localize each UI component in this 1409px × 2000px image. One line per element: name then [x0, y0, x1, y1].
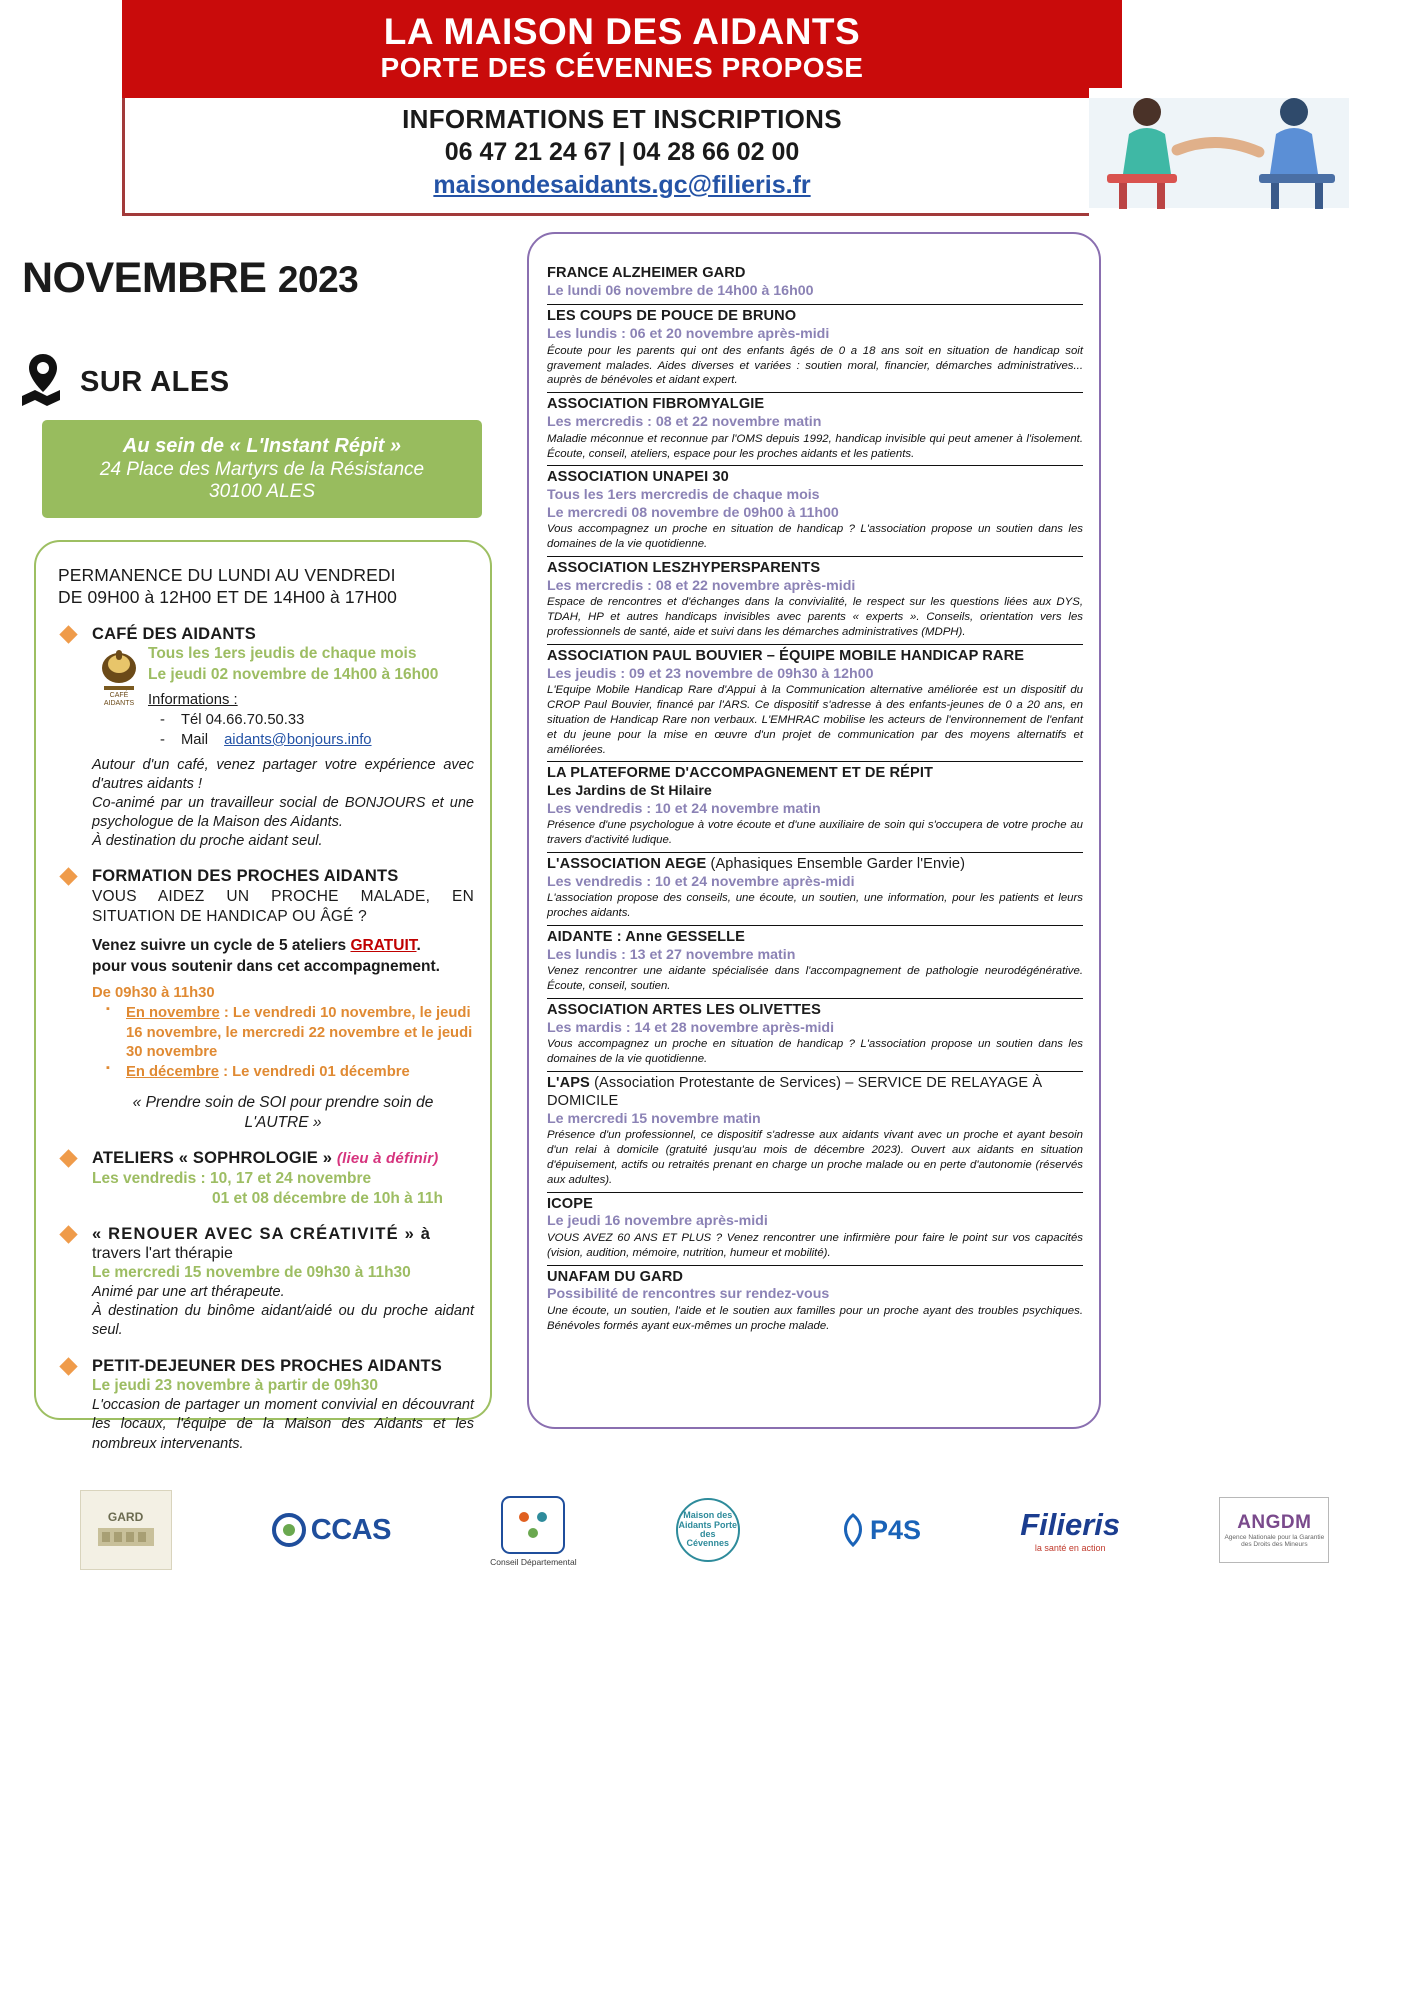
venue-line1: Au sein de « L'Instant Répit » [122, 434, 402, 457]
event-date: Tous les 1ers mercredis de chaque mois [547, 487, 820, 504]
cafe-info-block [92, 691, 474, 751]
event-title: UNAFAM DU GARD [547, 1268, 683, 1285]
cafe-info-label: Informations : [148, 691, 238, 708]
event-item [547, 305, 1083, 393]
angdm-logo-tagline: Agence Nationale pour la Garantie des Droits des Mineurs [1224, 1533, 1325, 1548]
event-title-note: (Aphasiques Ensemble Garder l'Envie) [710, 855, 966, 872]
formation-bullet-december [92, 1063, 474, 1083]
event-description: Maladie méconnue et reconnue par l'OMS depuis 1992, handicap invisible qui peut amener à l'isolement. Écoute, conseil, ateliers, espace pour les proches aidants et les patients. [547, 432, 1083, 460]
org-subtitle: PORTE DES CÉVENNES PROPOSE [380, 52, 864, 84]
p4s-mark-icon [839, 1513, 867, 1547]
cafe-desc-3: À destination du proche aidant seul. [92, 833, 323, 850]
partner-logos-row [0, 1475, 1409, 1585]
cafe-mail-link[interactable]: aidants@bonjours.info [224, 731, 372, 748]
diamond-bullet-icon [59, 868, 77, 886]
petit-dejeuner-date: Le jeudi 23 novembre à partir de 09h30 [92, 1377, 379, 1395]
event-description: Une écoute, un soutien, l'aide et le soutien aux familles pour un proche ayant des troubles psychiques. Bénévoles formés ayant eux-mêmes un proche malade. [547, 1305, 1083, 1332]
cafe-desc-1: Autour d'un café, venez partager votre expérience avec d'autres aidants ! [92, 756, 474, 792]
event-title: FRANCE ALZHEIMER GARD [547, 265, 746, 281]
gard-logo-text: GARD [107, 1510, 144, 1524]
event-date: Les mercredis : 08 et 22 novembre après-midi [547, 577, 856, 594]
month-heading [22, 254, 358, 303]
departement-mark-icon [498, 1493, 568, 1557]
formation-bullet-november-text: : Le vendredi 10 novembre, le jeudi 16 novembre, le mercredi 22 novembre et le jeudi 30 novembre [126, 1004, 473, 1061]
sophrologie-dates-1: Les vendredis : 10, 17 et 24 novembre [92, 1170, 372, 1188]
contact-phones: 06 47 21 24 67 | 04 28 66 02 00 [444, 138, 800, 166]
contact-label: INFORMATIONS ET INSCRIPTIONS [402, 104, 842, 134]
formation-bullet-december-text: : Le vendredi 01 décembre [223, 1064, 410, 1081]
event-date: Le jeudi 16 novembre après-midi [547, 1213, 768, 1230]
permanence-block [58, 564, 474, 609]
event-item [547, 762, 1083, 852]
creativite-desc-1: Animé par une art thérapeute. [92, 1284, 285, 1301]
event-title: LES COUPS DE POUCE DE BRUNO [547, 308, 797, 325]
event-title: ASSOCIATION PAUL BOUVIER – ÉQUIPE MOBILE HANDICAP RARE [547, 647, 1025, 664]
sophrologie-title: ATELIERS « SOPHROLOGIE » [92, 1149, 333, 1168]
formation-quote-line2: L'AUTRE » [244, 1114, 322, 1132]
ccas-logo-text: CCAS [310, 1513, 391, 1546]
event-item [547, 1193, 1083, 1266]
departement-logo [490, 1493, 576, 1567]
angdm-logo [1219, 1497, 1329, 1563]
venue-box [42, 420, 482, 518]
filieris-logo-tagline: la santé en action [1034, 1543, 1106, 1553]
left-program-card [34, 540, 492, 1452]
event-item [547, 557, 1083, 645]
event-description: Espace de rencontres et d'échanges dans la convivialité, le respect sur les questions liées aux DYS, TDAH, HP et autres handicaps invisibles avec parents « experts ». Conseils, orientation vers les professionnels de santé, aide et suivi dans les démarches administratives (MDPH). [547, 596, 1083, 639]
filieris-logo-text: Filieris [1020, 1507, 1121, 1542]
event-date: Possibilité de rencontres sur rendez-vous [547, 1286, 830, 1303]
poster-header [0, 0, 1409, 232]
dash-icon: - [160, 731, 165, 748]
formation-cycle-text: Venez suivre un cycle de 5 ateliers [92, 937, 347, 955]
cafe-date-recurring: Tous les 1ers jeudis de chaque mois [148, 645, 417, 663]
event-date: Les vendredis : 10 et 24 novembre matin [547, 800, 821, 817]
creativite-desc-2: À destination du binôme aidant/aidé ou du proche aidant seul. [92, 1303, 474, 1339]
section-ateliers-sophrologie [58, 1148, 474, 1209]
event-date: Les mardis : 14 et 28 novembre après-midi [547, 1019, 835, 1036]
cafe-mail-label: Mail [180, 731, 209, 748]
event-title: ASSOCIATION LESZHYPERSPARENTS [547, 560, 821, 577]
departement-logo-text: Conseil Départemental [490, 1557, 577, 1567]
event-date: Le lundi 06 novembre de 14h00 à 16h00 [547, 282, 814, 299]
filieris-logo [1020, 1507, 1120, 1553]
diamond-bullet-icon [59, 1357, 77, 1375]
section-title: FORMATION DES PROCHES AIDANTS [92, 867, 399, 886]
event-item [547, 393, 1083, 466]
event-date-secondary: Le mercredi 08 novembre de 09h00 à 11h00 [547, 504, 839, 521]
event-date: Le mercredi 15 novembre matin [547, 1110, 761, 1127]
event-title: ASSOCIATION UNAPEI 30 [547, 469, 729, 486]
event-description: Écoute pour les parents qui ont des enfants âgés de 0 a 18 ans soit en situation de handicap soit gravement malades. Aides diverses et variées : soutien moral, financier, démarches administratives... auprès de bénévoles et aidant expert. [547, 344, 1083, 387]
event-description: L'Equipe Mobile Handicap Rare d'Appui à la Communication alternative améliorée est un dispositif du CROP Paul Bouvier, financé par l'ARS. Ce dispositif s'adresse à des enfants-jeunes de 0 a 20 ans, en situation de Handicap Rare non verbaux. L'EMHRAC mobilise les acteurs de l'environnement de l'enfant et du jeune pour la mise en œuvre d'un projet de communication par des moyens alternatifs et améliorées. [547, 684, 1083, 756]
event-item [547, 1072, 1083, 1193]
maison-des-aidants-logo [676, 1498, 740, 1562]
event-description: Présence d'un professionnel, ce dispositif s'adresse aux aidants vivant avec un proche et ayant besoin d'un relai à domicile (gratuité jusqu'au mois de décembre 2023). Ouvert aux aidants en situation d'épuisement, actifs ou retraités prenant en charge un proche malade ou en perte d'autonomie (réservés aux adultes). [547, 1129, 1083, 1186]
event-description: Vous accompagnez un proche en situation de handicap ? L'association propose un soutien dans les domaines de la vie quotidienne. [547, 1038, 1083, 1066]
creativite-date: Le mercredi 15 novembre de 09h30 à 11h30 [92, 1264, 411, 1282]
event-item [547, 645, 1083, 763]
cafe-des-aidants-logo-icon [92, 646, 146, 708]
event-title: ASSOCIATION FIBROMYALGIE [547, 396, 765, 413]
maison-des-aidants-logo-text: Maison des Aidants Porte des Cévennes [678, 1510, 738, 1549]
section-cafe-des-aidants [58, 624, 474, 851]
event-title-main: L'ASSOCIATION AEGE [547, 855, 707, 872]
formation-bullet-december-label: En décembre [126, 1064, 219, 1081]
creativite-subtitle: travers l'art thérapie [92, 1245, 233, 1263]
event-subtitle: Les Jardins de St Hilaire [547, 783, 712, 800]
diamond-bullet-icon [59, 1150, 77, 1168]
left-column [0, 232, 520, 1452]
event-item [547, 466, 1083, 557]
gard-logo [80, 1490, 172, 1570]
permanence-line1: PERMANENCE DU LUNDI AU VENDREDI [58, 565, 396, 585]
event-date: Les lundis : 06 et 20 novembre après-midi [547, 326, 830, 343]
p4s-logo [839, 1513, 921, 1547]
formation-bullet-november [92, 1004, 474, 1063]
formation-bullet-november-label: En novembre [126, 1004, 220, 1021]
maison-des-aidants-mark-icon [676, 1498, 740, 1562]
event-item [547, 999, 1083, 1072]
event-title-note: (Association Protestante de Services) – SERVICE DE RELAYAGE À DOMICILE [547, 1075, 1043, 1109]
event-description: Venez rencontrer une aidante spécialisée dans l'accompagnement de pathologie neurodégénérative. Écoute, conseil, soutien. [547, 965, 1083, 993]
dash-icon: - [160, 711, 165, 728]
event-title: LA PLATEFORME D'ACCOMPAGNEMENT ET DE RÉPIT [547, 765, 934, 782]
section-title [92, 1148, 474, 1169]
formation-cycle-line: Venez suivre un cycle de 5 ateliers GRATUIT. pour vous soutenir dans cet accompagnement. [92, 936, 474, 977]
event-date: Les mercredis : 08 et 22 novembre matin [547, 414, 822, 431]
ccas-logo [271, 1512, 391, 1548]
formation-support-text: pour vous soutenir dans cet accompagnement. [92, 957, 440, 975]
formation-hours: De 09h30 à 11h30 [92, 985, 215, 1002]
section-title: CAFÉ DES AIDANTS [92, 624, 256, 643]
cafe-tel: Tél 04.66.70.50.33 [180, 711, 305, 728]
svg-text:AIDANTS: AIDANTS [103, 700, 135, 708]
section-title: PETIT-DEJEUNER DES PROCHES AIDANTS [92, 1356, 442, 1375]
p4s-logo-text: P4S [869, 1514, 922, 1545]
month-name: NOVEMBRE [22, 254, 267, 302]
event-title [547, 856, 1083, 874]
event-date: Les lundis : 13 et 27 novembre matin [547, 946, 796, 963]
diamond-bullet-icon [59, 625, 77, 643]
angdm-logo-text: ANGDM [1237, 1511, 1312, 1533]
poster-columns [0, 232, 1409, 1452]
permanence-line2: DE 09H00 à 12H00 ET DE 14H00 à 17H00 [58, 587, 397, 608]
event-date: Les vendredis : 10 et 24 novembre après-midi [547, 873, 855, 890]
header-title-banner [122, 0, 1122, 98]
venue-line2: 24 Place des Martyrs de la Résistance [99, 458, 425, 480]
event-title: ICOPE [547, 1195, 593, 1212]
section-renouer-creativite [58, 1224, 474, 1340]
org-title: LA MAISON DES AIDANTS [383, 11, 861, 53]
event-item [547, 926, 1083, 999]
event-item [547, 853, 1083, 926]
formation-gratuit-badge: GRATUIT [350, 937, 417, 955]
month-year: 2023 [277, 259, 359, 300]
formation-question: VOUS AIDEZ UN PROCHE MALADE, EN SITUATION DE HANDICAP OU ÂGÉ ? [92, 887, 474, 925]
ccas-mark-icon [271, 1512, 307, 1548]
cafe-date-specific: Le jeudi 02 novembre de 14h00 à 16h00 [148, 665, 439, 683]
event-description: Présence d'une psychologue à votre écoute et d'une auxiliaire de soin qui s'occupera de votre proche au travers d'activité ludique. [547, 819, 1083, 847]
formation-quote-line1: « Prendre soin de SOI pour prendre soin de [132, 1094, 434, 1112]
handshake-illustration-icon [1089, 88, 1349, 218]
petit-dejeuner-desc: L'occasion de partager un moment convivial en découvrant les locaux, l'équipe de la Maison des Aidants et les nombreux intervenants. [92, 1397, 474, 1452]
venue-line3: 30100 ALES [209, 481, 315, 503]
event-description: VOUS AVEZ 60 ANS ET PLUS ? Venez rencontrer une infirmière pour faire le point sur vos capacités (vision, audition, mémoire, nutrition, humeur et mobilité). [547, 1231, 1083, 1259]
event-title [547, 1075, 1083, 1111]
event-item [547, 1266, 1083, 1338]
poster-footer [0, 1455, 1409, 2000]
location-row [20, 352, 230, 413]
section-title: « RENOUER AVEC SA CRÉATIVITÉ » à [92, 1225, 432, 1244]
location-label: SUR ALES [80, 366, 230, 398]
event-title: AIDANTE : Anne GESSELLE [547, 928, 745, 945]
event-description: L'association propose des conseils, une écoute, un soutien, une information, pour les patients et leurs proches aidants. [547, 892, 1083, 920]
event-title: ASSOCIATION ARTES LES OLIVETTES [547, 1001, 821, 1018]
right-column-events-card [527, 232, 1101, 1429]
contact-email[interactable]: maisondesaidants.gc@filieris.fr [433, 171, 811, 199]
event-title-main: L'APS [547, 1075, 590, 1092]
sophrologie-dates-2: 01 et 08 décembre de 10h à 11h [212, 1190, 443, 1208]
event-description: Vous accompagnez un proche en situation de handicap ? L'association propose un soutien dans les domaines de la vie quotidienne. [547, 523, 1083, 551]
event-item [547, 262, 1083, 305]
section-formation-proches-aidants [58, 866, 474, 1133]
sophrologie-note: (lieu à définir) [336, 1150, 439, 1168]
section-petit-dejeuner [58, 1356, 474, 1454]
cafe-desc-2: Co-animé par un travailleur social de BONJOURS et une psychologue de la Maison des Aidants. [92, 794, 474, 830]
svg-text:CAFÉ: CAFÉ [109, 692, 129, 700]
diamond-bullet-icon [59, 1226, 77, 1244]
map-pin-icon [20, 352, 66, 413]
header-contact-block [122, 98, 1122, 216]
event-date: Les jeudis : 09 et 23 novembre de 09h30 à 12h00 [547, 665, 874, 682]
